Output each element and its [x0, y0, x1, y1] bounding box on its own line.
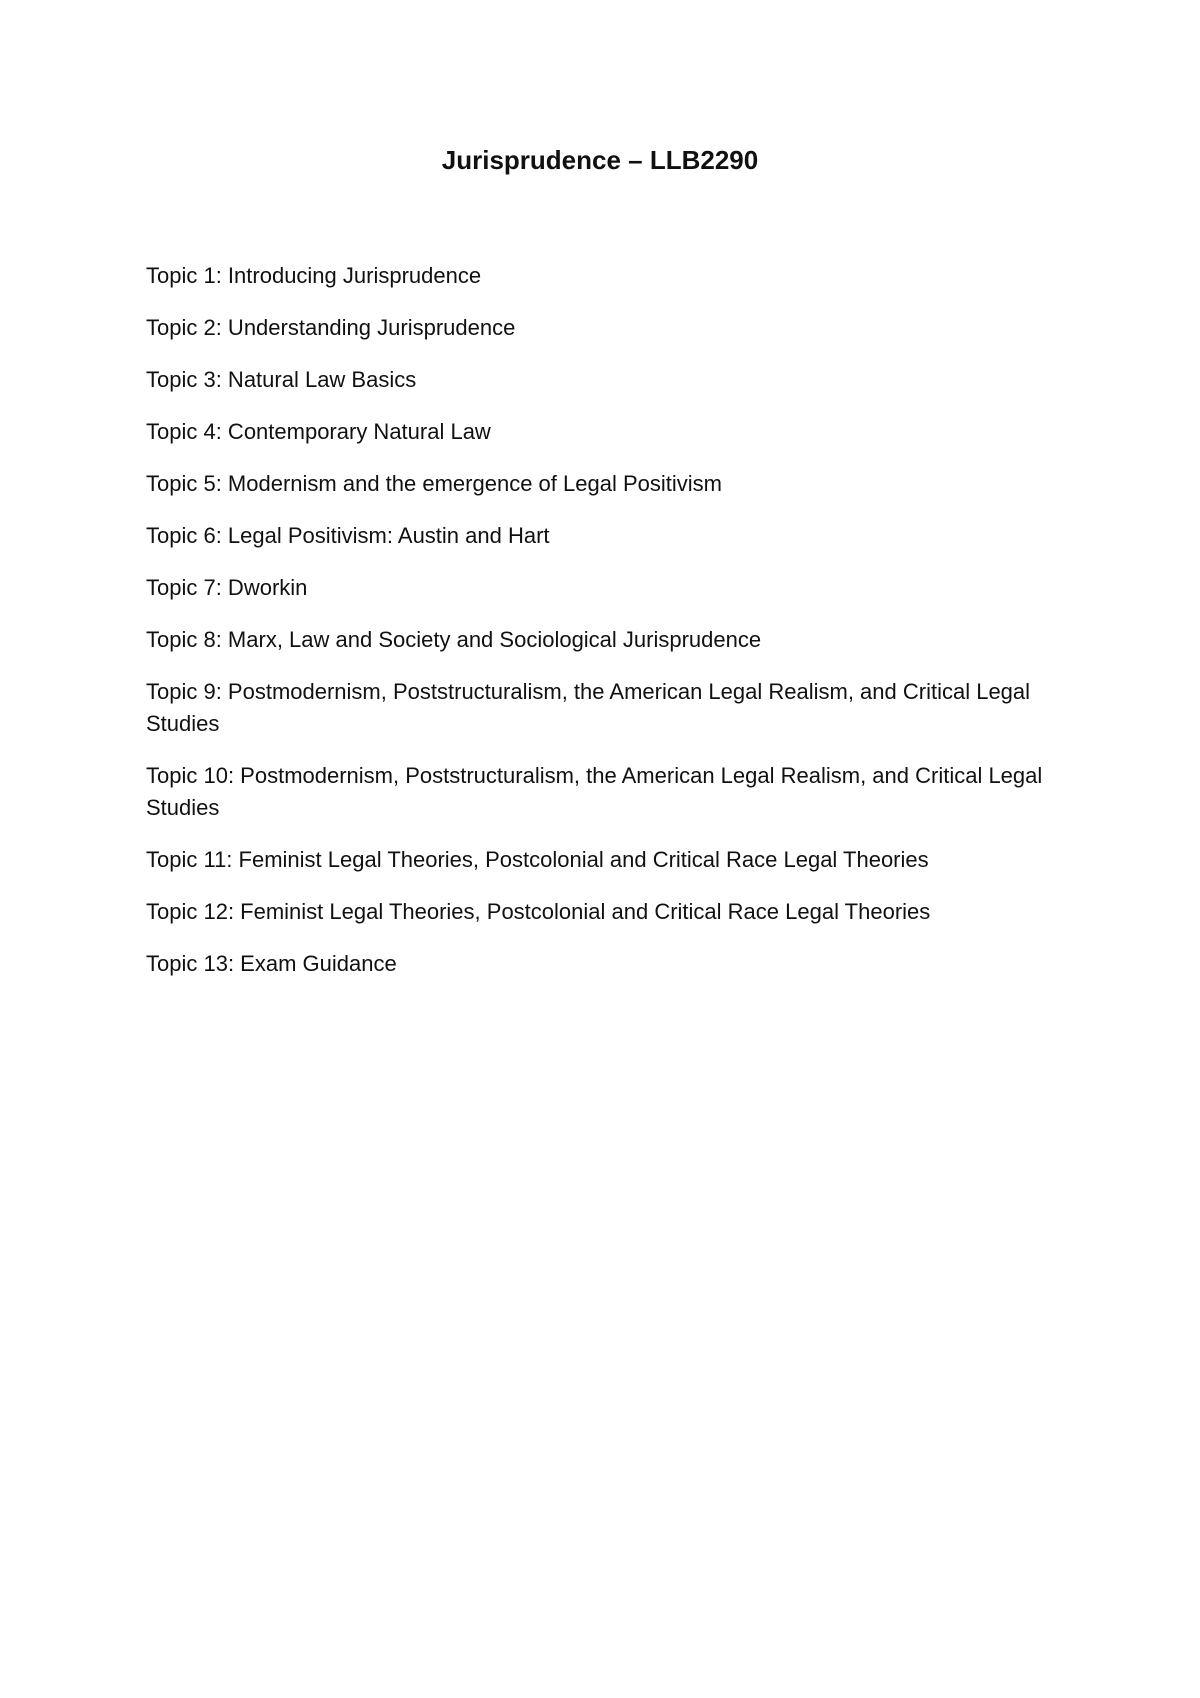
- topic-item: Topic 2: Understanding Jurisprudence: [146, 315, 516, 340]
- topic-item: Topic 9: Postmodernism, Poststructuralism, the American Legal Realism, and Critical Legal Studies: [146, 679, 1031, 736]
- topic-item: Topic 7: Dworkin: [146, 575, 308, 600]
- topic-list: [146, 260, 1066, 1000]
- topic-item: Topic 6: Legal Positivism: Austin and Hart: [146, 523, 550, 548]
- topic-item: Topic 4: Contemporary Natural Law: [146, 419, 491, 444]
- topic-item: Topic 3: Natural Law Basics: [146, 367, 417, 392]
- document-title: Jurisprudence – LLB2290: [441, 145, 759, 175]
- topic-item: Topic 8: Marx, Law and Society and Sociological Jurisprudence: [146, 627, 762, 652]
- topic-item: Topic 10: Postmodernism, Poststructuralism, the American Legal Realism, and Critical Legal Studies: [146, 763, 1043, 820]
- topic-item: Topic 1: Introducing Jurisprudence: [146, 263, 482, 288]
- topic-item: Topic 5: Modernism and the emergence of Legal Positivism: [146, 471, 722, 496]
- topic-item: Topic 12: Feminist Legal Theories, Postcolonial and Critical Race Legal Theories: [146, 899, 931, 924]
- topic-item: Topic 13: Exam Guidance: [146, 951, 397, 976]
- topic-item: Topic 11: Feminist Legal Theories, Postcolonial and Critical Race Legal Theories: [146, 847, 929, 872]
